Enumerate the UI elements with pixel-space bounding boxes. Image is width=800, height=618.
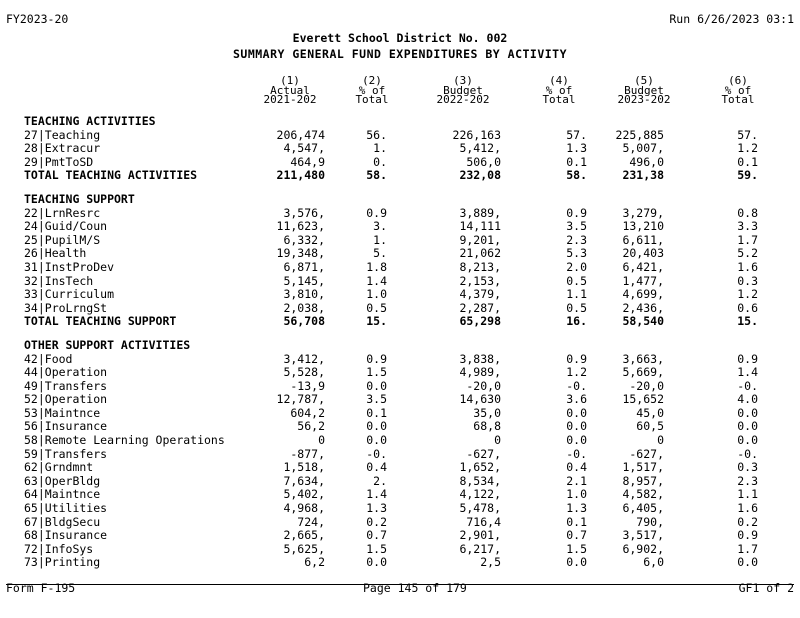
cell-col-1: 5,625, <box>283 541 325 556</box>
table-row <box>0 207 800 221</box>
cell-col-2: 0.5 <box>366 300 387 315</box>
cell-col-5: 3,517, <box>622 528 664 543</box>
cell-col-4: 0.1 <box>566 154 587 169</box>
cell-col-1: 3,412, <box>283 351 325 366</box>
cell-col-6: 0.0 <box>737 419 758 434</box>
table-row <box>0 156 800 170</box>
cell-col-2: 1.5 <box>366 365 387 380</box>
row-label: 34|ProLrngSt <box>24 300 108 315</box>
cell-col-5: 225,885 <box>615 127 664 142</box>
section-heading: TEACHING ACTIVITIES <box>24 114 156 128</box>
cell-col-3: 8,534, <box>459 473 501 488</box>
cell-col-2: 0.0 <box>366 433 387 448</box>
cell-col-4: 0.0 <box>566 419 587 434</box>
cell-col-1: 2,665, <box>283 528 325 543</box>
column-header-text: Total <box>355 93 389 106</box>
column-header-text: 2021-202 <box>263 93 317 106</box>
cell-col-5: 2,436, <box>622 300 664 315</box>
cell-col-1: 7,634, <box>283 473 325 488</box>
cell-col-4: 1.1 <box>566 287 587 302</box>
cell-col-5: -627, <box>629 446 664 461</box>
table-row <box>0 461 800 475</box>
column-header-text: (5) <box>634 74 654 87</box>
cell-col-5: 790, <box>636 514 664 529</box>
cell-col-3: 21,062 <box>459 246 501 261</box>
column-header-text: (6) <box>728 74 748 87</box>
cell-col-5: 6,405, <box>622 501 664 516</box>
cell-col-2: 3. <box>373 219 387 234</box>
cell-col-1: -877, <box>290 446 325 461</box>
row-label: 22|LrnResrc <box>24 205 101 220</box>
cell-col-2: 0.9 <box>366 351 387 366</box>
column-header-6 <box>703 76 773 105</box>
cell-col-4: 3.5 <box>566 219 587 234</box>
section-heading: OTHER SUPPORT ACTIVITIES <box>24 337 191 352</box>
row-label: 33|Curriculum <box>24 287 115 302</box>
cell-col-3: 8,213, <box>459 259 501 274</box>
cell-col-2: 5. <box>373 246 387 261</box>
section-heading-row <box>0 115 800 129</box>
column-header-text: Total <box>542 93 576 106</box>
report-subtitle: SUMMARY GENERAL FUND EXPENDITURES BY ACTIVITY <box>232 47 568 61</box>
cell-col-4: 16. <box>566 314 587 329</box>
row-label: 72|InfoSys <box>24 541 94 556</box>
total-label: TOTAL TEACHING ACTIVITIES <box>24 168 198 183</box>
cell-col-1: 4,547, <box>283 141 325 156</box>
section-code: GF1 of 2 <box>738 581 794 595</box>
district-title: Everett School District No. 002 <box>292 31 508 45</box>
column-header-2 <box>337 76 407 105</box>
table-row <box>0 220 800 234</box>
cell-col-6: -0. <box>737 378 758 393</box>
table-row <box>0 488 800 502</box>
cell-col-1: 1,518, <box>283 460 325 475</box>
cell-col-5: 4,699, <box>622 287 664 302</box>
row-label: 31|InstProDev <box>24 259 115 274</box>
cell-col-2: 0.2 <box>366 514 387 529</box>
row-label: 56|Insurance <box>24 419 108 434</box>
cell-col-6: 3.3 <box>737 219 758 234</box>
cell-col-2: 15. <box>366 314 387 329</box>
cell-col-2: 1. <box>373 232 387 247</box>
cell-col-2: 56. <box>366 127 387 142</box>
cell-col-6: 1.2 <box>737 141 758 156</box>
cell-col-2: 1. <box>373 141 387 156</box>
cell-col-4: 2.0 <box>566 259 587 274</box>
cell-col-4: 1.3 <box>566 501 587 516</box>
cell-col-6: 0.3 <box>737 460 758 475</box>
row-label: 52|Operation <box>24 392 108 407</box>
cell-col-6: 1.7 <box>737 541 758 556</box>
run-date-label: Run 6/26/2023 03:1 <box>669 12 794 26</box>
cell-col-3: 5,412, <box>459 141 501 156</box>
cell-col-2: 0.0 <box>366 419 387 434</box>
table-row <box>0 448 800 462</box>
table-row <box>0 393 800 407</box>
cell-col-5: 58,540 <box>622 314 664 329</box>
cell-col-2: 0.0 <box>366 378 387 393</box>
cell-col-6: 1.6 <box>737 259 758 274</box>
table-row <box>0 302 800 316</box>
cell-col-4: 0.9 <box>566 205 587 220</box>
cell-col-2: 0.0 <box>366 555 387 570</box>
cell-col-4: 5.3 <box>566 246 587 261</box>
total-label: TOTAL TEACHING SUPPORT <box>24 314 177 329</box>
cell-col-3: -20,0 <box>466 378 501 393</box>
cell-col-6: 0.9 <box>737 528 758 543</box>
cell-col-5: 6,421, <box>622 259 664 274</box>
cell-col-2: 58. <box>366 168 387 183</box>
row-label: 59|Transfers <box>24 446 108 461</box>
cell-col-3: -627, <box>466 446 501 461</box>
cell-col-5: 0 <box>657 433 664 448</box>
form-number: Form F-195 <box>6 581 76 595</box>
cell-col-2: 0. <box>373 154 387 169</box>
cell-col-4: 0.7 <box>566 528 587 543</box>
cell-col-5: 496,0 <box>629 154 664 169</box>
table-row <box>0 475 800 489</box>
cell-col-3: 14,630 <box>459 392 501 407</box>
section-heading-row <box>0 193 800 207</box>
table-row <box>0 288 800 302</box>
cell-col-3: 5,478, <box>459 501 501 516</box>
cell-col-6: 4.0 <box>737 392 758 407</box>
cell-col-2: 1.8 <box>366 259 387 274</box>
cell-col-3: 3,838, <box>459 351 501 366</box>
column-header-1 <box>255 76 325 105</box>
cell-col-1: 6,2 <box>304 555 325 570</box>
cell-col-6: 0.9 <box>737 351 758 366</box>
cell-col-2: 1.0 <box>366 287 387 302</box>
column-header-text: Budget <box>443 83 483 97</box>
cell-col-1: 6,332, <box>283 232 325 247</box>
cell-col-6: 1.6 <box>737 501 758 516</box>
cell-col-6: 1.1 <box>737 487 758 502</box>
table-row <box>0 380 800 394</box>
cell-col-4: 3.6 <box>566 392 587 407</box>
cell-col-4: 57. <box>566 127 587 142</box>
cell-col-5: -20,0 <box>629 378 664 393</box>
cell-col-6: 0.0 <box>737 433 758 448</box>
cell-col-4: 1.5 <box>566 541 587 556</box>
cell-col-6: 0.0 <box>737 405 758 420</box>
page-number: Page 145 of 179 <box>363 581 467 595</box>
cell-col-5: 45,0 <box>636 405 664 420</box>
cell-col-5: 3,663, <box>622 351 664 366</box>
cell-col-4: 0.5 <box>566 273 587 288</box>
table-row <box>0 434 800 448</box>
column-header-text: Actual <box>270 83 310 97</box>
row-label: 44|Operation <box>24 365 108 380</box>
fiscal-year-label: FY2023-20 <box>6 12 69 26</box>
cell-col-1: 206,474 <box>276 127 325 142</box>
cell-col-1: 464,9 <box>290 154 325 169</box>
cell-col-5: 8,957, <box>622 473 664 488</box>
cell-col-5: 13,210 <box>622 219 664 234</box>
total-row <box>0 169 800 183</box>
cell-col-1: 5,528, <box>283 365 325 380</box>
cell-col-2: 0.4 <box>366 460 387 475</box>
row-label: 25|PupilM/S <box>24 232 101 247</box>
table-row <box>0 502 800 516</box>
column-header-text: (2) <box>362 74 382 87</box>
cell-col-2: 3.5 <box>366 392 387 407</box>
cell-col-3: 2,5 <box>480 555 501 570</box>
cell-col-6: 1.2 <box>737 287 758 302</box>
cell-col-5: 5,669, <box>622 365 664 380</box>
row-label: 67|BldgSecu <box>24 514 101 529</box>
cell-col-3: 1,652, <box>459 460 501 475</box>
cell-col-1: 3,576, <box>283 205 325 220</box>
row-label: 32|InsTech <box>24 273 94 288</box>
cell-col-6: 1.4 <box>737 365 758 380</box>
cell-col-6: 0.0 <box>737 555 758 570</box>
row-label: 42|Food <box>24 351 73 366</box>
cell-col-6: 1.7 <box>737 232 758 247</box>
column-header-text: (4) <box>549 74 569 87</box>
row-label: 63|OperBldg <box>24 473 101 488</box>
cell-col-4: 58. <box>566 168 587 183</box>
column-header-text: 2022-202 <box>436 93 490 106</box>
column-header-text: (3) <box>453 74 473 87</box>
row-label: 26|Health <box>24 246 87 261</box>
section-heading: TEACHING SUPPORT <box>24 191 135 206</box>
column-header-text: % of <box>545 83 573 97</box>
cell-col-5: 1,517, <box>622 460 664 475</box>
cell-col-1: 2,038, <box>283 300 325 315</box>
column-header-4 <box>524 76 594 105</box>
cell-col-3: 232,08 <box>459 168 501 183</box>
cell-col-5: 6,611, <box>622 232 664 247</box>
table-row <box>0 247 800 261</box>
row-label: 49|Transfers <box>24 378 108 393</box>
report-table <box>0 115 800 570</box>
cell-col-1: 724, <box>297 514 325 529</box>
cell-col-6: 0.3 <box>737 273 758 288</box>
cell-col-4: 0.1 <box>566 514 587 529</box>
row-label: 68|Insurance <box>24 528 108 543</box>
cell-col-6: 2.3 <box>737 473 758 488</box>
cell-col-1: 4,968, <box>283 501 325 516</box>
cell-col-2: 1.4 <box>366 273 387 288</box>
cell-col-4: 1.3 <box>566 141 587 156</box>
table-row <box>0 234 800 248</box>
cell-col-1: -13,9 <box>290 378 325 393</box>
cell-col-1: 604,2 <box>290 405 325 420</box>
cell-col-6: 0.2 <box>737 514 758 529</box>
cell-col-1: 5,402, <box>283 487 325 502</box>
cell-col-3: 35,0 <box>473 405 501 420</box>
cell-col-5: 4,582, <box>622 487 664 502</box>
cell-col-4: -0. <box>566 378 587 393</box>
cell-col-3: 68,8 <box>473 419 501 434</box>
cell-col-3: 716,4 <box>466 514 501 529</box>
column-header-3 <box>428 76 498 105</box>
column-header-text: % of <box>358 83 386 97</box>
cell-col-2: 1.3 <box>366 501 387 516</box>
cell-col-4: 0.5 <box>566 300 587 315</box>
cell-col-2: 0.7 <box>366 528 387 543</box>
cell-col-6: 15. <box>737 314 758 329</box>
table-row <box>0 366 800 380</box>
cell-col-1: 56,708 <box>283 314 325 329</box>
cell-col-6: 5.2 <box>737 246 758 261</box>
table-row <box>0 275 800 289</box>
cell-col-5: 6,0 <box>643 555 664 570</box>
table-row <box>0 407 800 421</box>
cell-col-3: 2,153, <box>459 273 501 288</box>
cell-col-3: 4,989, <box>459 365 501 380</box>
cell-col-3: 506,0 <box>466 154 501 169</box>
cell-col-3: 226,163 <box>452 127 501 142</box>
cell-col-1: 56,2 <box>297 419 325 434</box>
row-label: 64|Maintnce <box>24 487 101 502</box>
cell-col-1: 12,787, <box>276 392 325 407</box>
cell-col-4: 0.0 <box>566 405 587 420</box>
cell-col-6: 0.8 <box>737 205 758 220</box>
cell-col-6: 59. <box>737 168 758 183</box>
row-label: 65|Utilities <box>24 501 108 516</box>
column-header-text: Budget <box>624 83 664 97</box>
cell-col-5: 3,279, <box>622 205 664 220</box>
cell-col-6: -0. <box>737 446 758 461</box>
cell-col-2: 0.1 <box>366 405 387 420</box>
cell-col-1: 211,480 <box>276 168 325 183</box>
cell-col-4: 0.0 <box>566 555 587 570</box>
cell-col-2: 2. <box>373 473 387 488</box>
table-row <box>0 556 800 570</box>
cell-col-5: 60,5 <box>636 419 664 434</box>
column-header-5 <box>609 76 679 105</box>
cell-col-1: 3,810, <box>283 287 325 302</box>
row-label: 27|Teaching <box>24 127 101 142</box>
row-label: 62|Grndmnt <box>24 460 94 475</box>
table-row <box>0 529 800 543</box>
cell-col-3: 4,379, <box>459 287 501 302</box>
cell-col-4: 0.4 <box>566 460 587 475</box>
cell-col-5: 5,007, <box>622 141 664 156</box>
cell-col-1: 5,145, <box>283 273 325 288</box>
cell-col-4: -0. <box>566 446 587 461</box>
cell-col-1: 0 <box>318 433 325 448</box>
cell-col-2: -0. <box>366 446 387 461</box>
row-label: 29|PmtToSD <box>24 154 94 169</box>
cell-col-3: 0 <box>494 433 501 448</box>
column-header-text: 2023-202 <box>617 93 671 106</box>
row-label: 28|Extracur <box>24 141 101 156</box>
cell-col-1: 6,871, <box>283 259 325 274</box>
table-row <box>0 420 800 434</box>
cell-col-3: 14,111 <box>459 219 501 234</box>
cell-col-2: 0.9 <box>366 205 387 220</box>
cell-col-3: 4,122, <box>459 487 501 502</box>
cell-col-4: 0.9 <box>566 351 587 366</box>
cell-col-3: 9,201, <box>459 232 501 247</box>
cell-col-6: 0.6 <box>737 300 758 315</box>
section-heading-row <box>0 339 800 353</box>
table-row <box>0 516 800 530</box>
total-row <box>0 315 800 329</box>
cell-col-1: 19,348, <box>276 246 325 261</box>
row-label: 73|Printing <box>24 555 101 570</box>
cell-col-3: 3,889, <box>459 205 501 220</box>
cell-col-4: 0.0 <box>566 433 587 448</box>
cell-col-5: 20,403 <box>622 246 664 261</box>
row-label: 24|Guid/Coun <box>24 219 108 234</box>
table-row <box>0 142 800 156</box>
table-row <box>0 353 800 367</box>
cell-col-6: 57. <box>737 127 758 142</box>
cell-col-2: 1.4 <box>366 487 387 502</box>
column-header-text: % of <box>724 83 752 97</box>
cell-col-4: 2.1 <box>566 473 587 488</box>
cell-col-3: 65,298 <box>459 314 501 329</box>
cell-col-5: 15,652 <box>622 392 664 407</box>
table-row <box>0 129 800 143</box>
cell-col-3: 2,901, <box>459 528 501 543</box>
table-row <box>0 261 800 275</box>
cell-col-6: 0.1 <box>737 154 758 169</box>
table-row <box>0 543 800 557</box>
cell-col-4: 1.2 <box>566 365 587 380</box>
cell-col-3: 6,217, <box>459 541 501 556</box>
cell-col-5: 1,477, <box>622 273 664 288</box>
cell-col-1: 11,623, <box>276 219 325 234</box>
row-label: 58|Remote Learning Operations <box>24 433 225 448</box>
row-label: 53|Maintnce <box>24 405 101 420</box>
cell-col-5: 6,902, <box>622 541 664 556</box>
cell-col-4: 2.3 <box>566 232 587 247</box>
column-header-text: Total <box>721 93 755 106</box>
cell-col-2: 1.5 <box>366 541 387 556</box>
cell-col-3: 2,287, <box>459 300 501 315</box>
column-header-text: (1) <box>280 74 300 87</box>
cell-col-5: 231,38 <box>622 168 664 183</box>
cell-col-4: 1.0 <box>566 487 587 502</box>
